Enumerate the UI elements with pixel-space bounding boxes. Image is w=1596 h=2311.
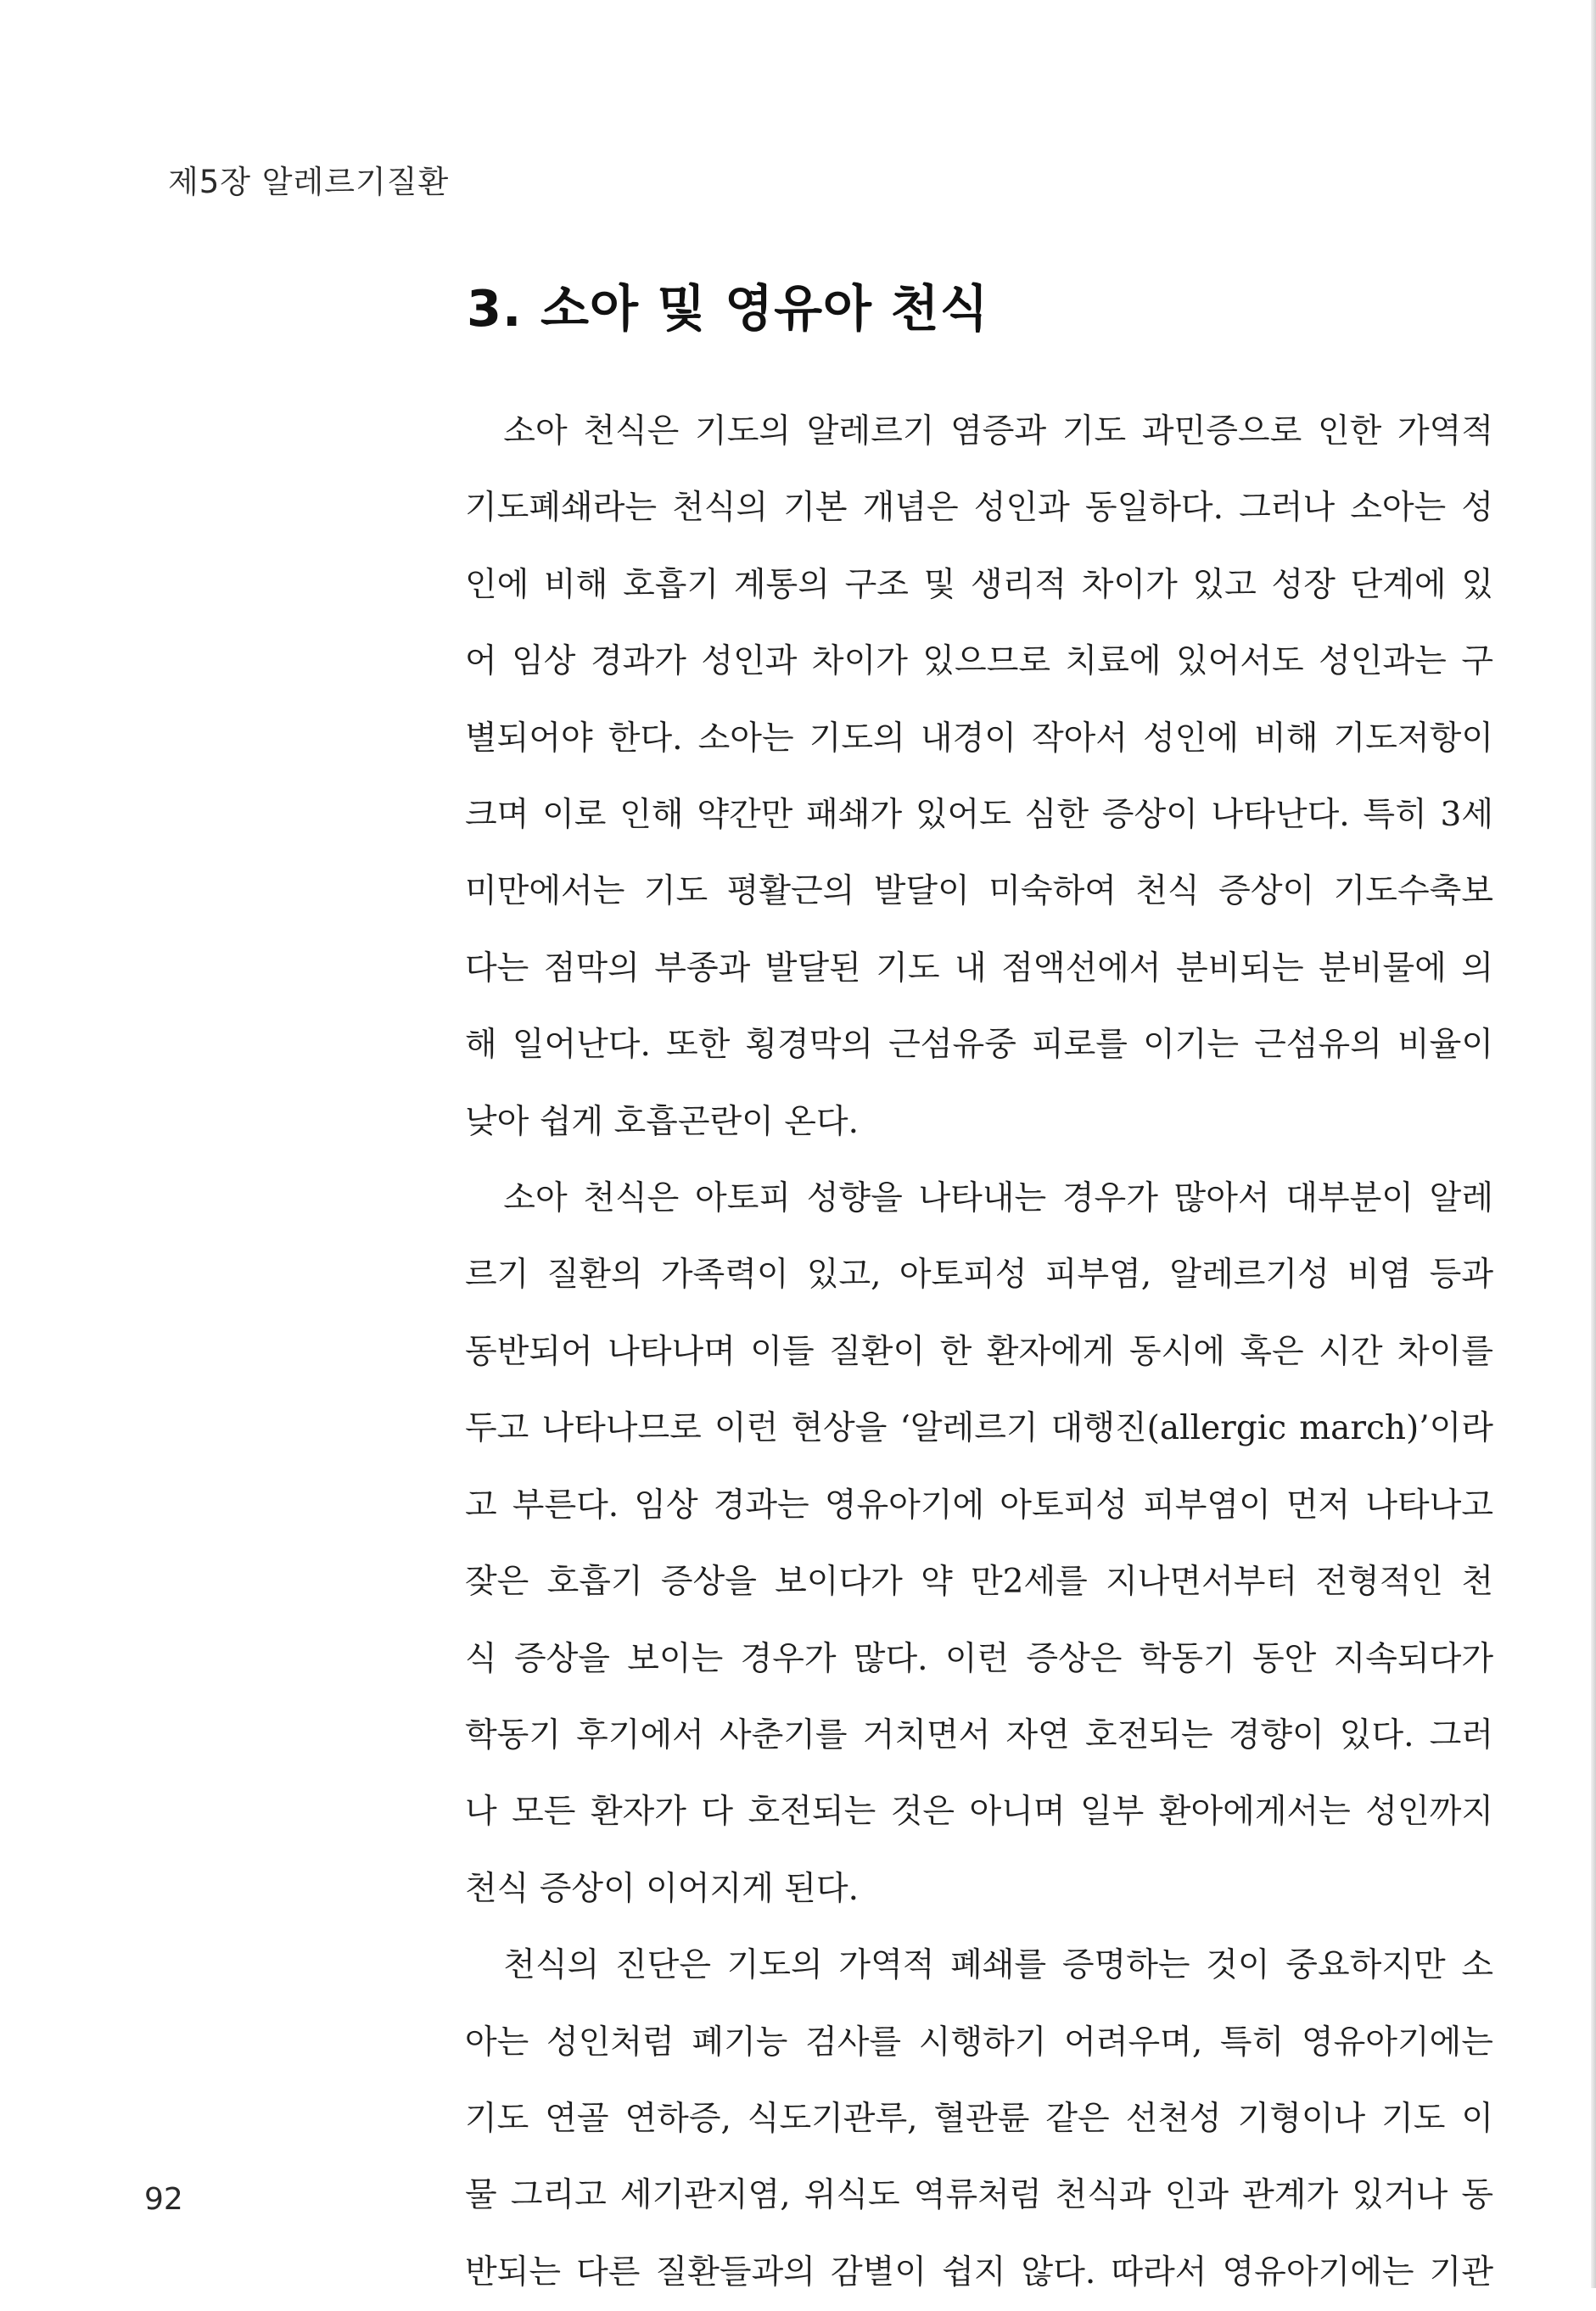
text-line: 크며 이로 인해 약간만 패쇄가 있어도 심한 증상이 나타난다. 특히 3세 <box>465 796 1493 835</box>
page-edge-shadow <box>1591 0 1596 2288</box>
text-line: 아는 성인처럼 폐기능 검사를 시행하기 어려우며, 특히 영유아기에는 <box>465 2023 1493 2062</box>
section-title: 3. 소아 및 영유아 천식 <box>467 279 989 338</box>
text-line: 어 임상 경과가 성인과 차이가 있으므로 치료에 있어서도 성인과는 구 <box>465 642 1493 681</box>
paragraph-3 <box>465 1928 1493 2311</box>
text-line: 두고 나타나므로 이런 현상을 ‘알레르기 대행진(allergic march)’이라 <box>465 1409 1493 1448</box>
text-line: 천식 증상이 이어지게 된다. <box>465 1869 860 1908</box>
text-line: 천식의 진단은 기도의 가역적 폐쇄를 증명하는 것이 중요하지만 소 <box>465 1946 1493 1985</box>
text-line: 동반되어 나타나며 이들 질환이 한 환자에게 동시에 혹은 시간 차이를 <box>465 1332 1493 1371</box>
text-line: 나 모든 환자가 다 호전되는 것은 아니며 일부 환아에게서는 성인까지 <box>465 1793 1493 1832</box>
text-line: 물 그리고 세기관지염, 위식도 역류처럼 천식과 인과 관계가 있거나 동 <box>465 2176 1493 2215</box>
text-line: 미만에서는 기도 평활근의 발달이 미숙하여 천식 증상이 기도수축보 <box>465 872 1493 911</box>
text-line: 소아 천식은 아토피 성향을 나타내는 경우가 많아서 대부분이 알레 <box>465 1179 1493 1218</box>
text-line: 식 증상을 보이는 경우가 많다. 이런 증상은 학동기 동안 지속되다가 <box>465 1639 1493 1678</box>
text-line: 소아 천식은 기도의 알레르기 염증과 기도 과민증으로 인한 가역적 <box>465 412 1493 450</box>
text-line: 별되어야 한다. 소아는 기도의 내경이 작아서 성인에 비해 기도저항이 <box>465 719 1493 758</box>
running-header: 제5장 알레르기질환 <box>168 164 450 200</box>
text-line: 인에 비해 호흡기 계통의 구조 및 생리적 차이가 있고 성장 단계에 있 <box>465 565 1493 604</box>
text-line: 르기 질환의 가족력이 있고, 아토피성 피부염, 알레르기성 비염 등과 <box>465 1256 1493 1295</box>
body-text <box>465 394 1493 2311</box>
paragraph-1 <box>465 394 1493 1161</box>
text-line: 기도 연골 연하증, 식도기관루, 혈관륜 같은 선천성 기형이나 기도 이 <box>465 2099 1493 2138</box>
page-number: 92 <box>144 2182 183 2217</box>
text-line: 학동기 후기에서 사춘기를 거치면서 자연 호전되는 경향이 있다. 그러 <box>465 1715 1493 1754</box>
text-line: 낮아 쉽게 호흡곤란이 온다. <box>465 1102 860 1141</box>
text-line: 반되는 다른 질환들과의 감별이 쉽지 않다. 따라서 영유아기에는 기관 <box>465 2252 1493 2291</box>
text-line: 다는 점막의 부종과 발달된 기도 내 점액선에서 분비되는 분비물에 의 <box>465 948 1493 988</box>
text-line: 해 일어난다. 또한 횡경막의 근섬유중 피로를 이기는 근섬유의 비율이 <box>465 1026 1493 1065</box>
text-line: 잦은 호흡기 증상을 보이다가 약 만2세를 지나면서부터 전형적인 천 <box>465 1563 1493 1602</box>
text-line: 고 부른다. 임상 경과는 영유아기에 아토피성 피부염이 먼저 나타나고 <box>465 1486 1493 1525</box>
text-line: 기도폐쇄라는 천식의 기본 개념은 성인과 동일하다. 그러나 소아는 성 <box>465 489 1493 528</box>
paragraph-2 <box>465 1161 1493 1928</box>
